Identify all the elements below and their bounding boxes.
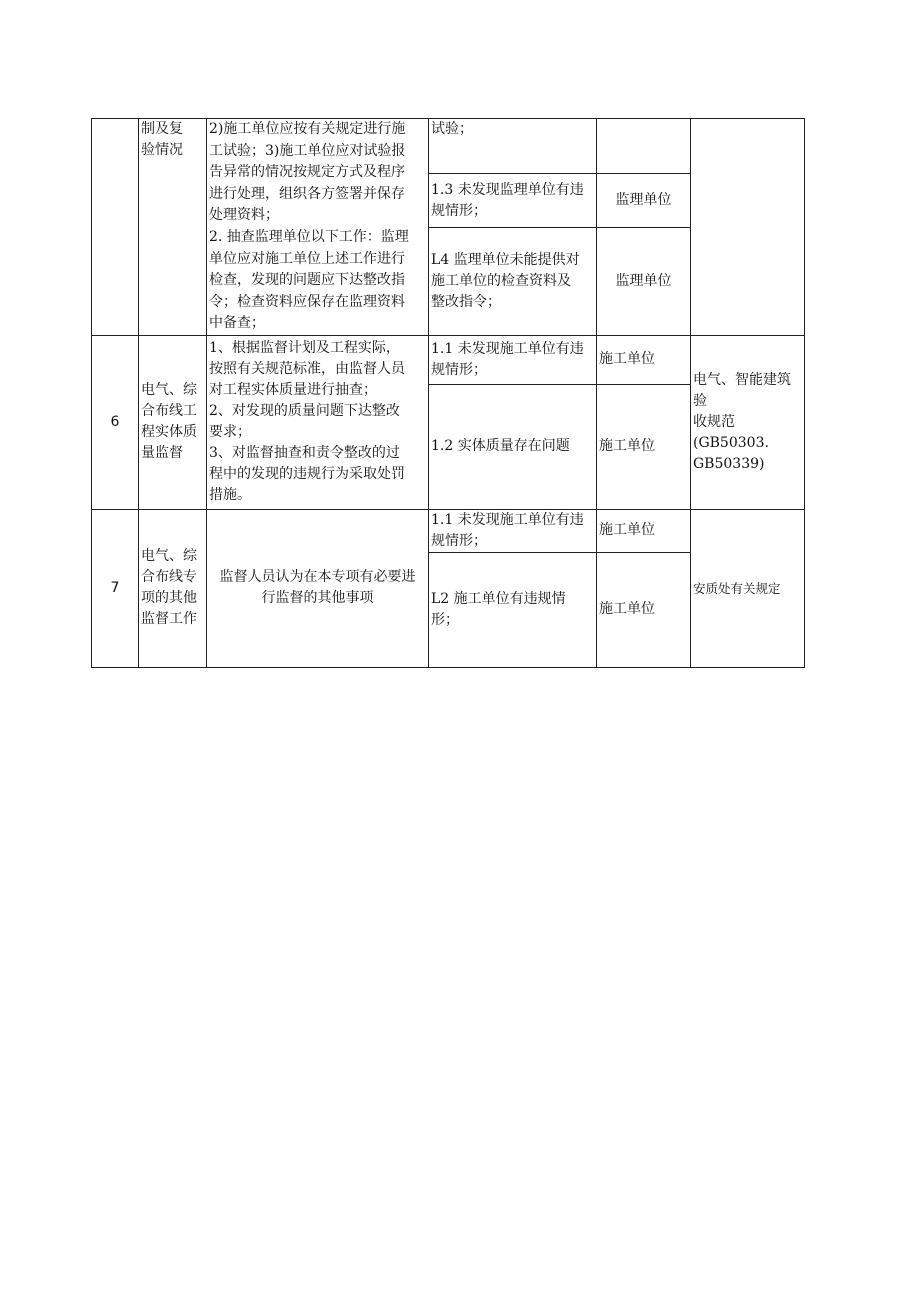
row-number-cell: 6 (92, 335, 139, 509)
basis-cell: 安质处有关规定 (691, 509, 805, 667)
table-row (92, 335, 805, 384)
problem-cell: L4 监理单位未能提供对 施工单位的检查资料及 整改指令； (429, 227, 597, 335)
problem-cell: 1.2 实体质量存在问题 (429, 384, 597, 509)
basis-cell (691, 119, 805, 336)
responsible-unit-cell: 监理单位 (597, 174, 691, 227)
row-number-cell: 7 (92, 509, 139, 667)
supervision-table (91, 118, 805, 668)
responsible-unit-cell: 施工单位 (597, 509, 691, 552)
table-row (92, 119, 805, 174)
inspection-item-cell: 制及复 验情况 (139, 119, 207, 336)
table-row (92, 509, 805, 552)
problem-cell: 1.1 未发现施工单位有违 规情形； (429, 509, 597, 552)
responsible-unit-cell: 施工单位 (597, 384, 691, 509)
responsible-unit-cell: 施工单位 (597, 552, 691, 667)
problem-cell: 1.3 未发现监理单位有违 规情形； (429, 174, 597, 227)
problem-cell: L2 施工单位有违规情 形； (429, 552, 597, 667)
basis-cell: 电气、智能建筑验 收规范(GB50303. GB50339) (691, 335, 805, 509)
inspection-content-cell: 1、根据监督计划及工程实际， 按照有关规范标准，由监督人员 对工程实体质量进行抽查； 2、对发现的质量问题下达整改 要求； 3、对监督抽查和责令整改的过 程中的发现的违规行为采取处罚 措施。 (207, 335, 429, 509)
inspection-item-cell: 电气、综 合布线专 项的其他 监督工作 (139, 509, 207, 667)
responsible-unit-cell (597, 119, 691, 174)
problem-cell: 试验； (429, 119, 597, 174)
problem-cell: 1.1 未发现施工单位有违 规情形； (429, 335, 597, 384)
responsible-unit-cell: 施工单位 (597, 335, 691, 384)
responsible-unit-cell: 监理单位 (597, 227, 691, 335)
inspection-item-cell: 电气、综 合布线工 程实体质 量监督 (139, 335, 207, 509)
row-number-cell (92, 119, 139, 336)
inspection-content-cell: 监督人员认为在本专项有必要进 行监督的其他事项 (207, 509, 429, 667)
inspection-content-cell: 2)施工单位应按有关规定进行施 工试验；3)施工单位应对试验报 告异常的情况按规定方式及程序 进行处理，组织各方签署并保存 处理资料； 2. 抽查监理单位以下工作：监理 单位应对施工单位上述工作进行 检查，发现的问题应下达整改指 令；检查资料应保存在监理资料 中备查； (207, 119, 429, 336)
